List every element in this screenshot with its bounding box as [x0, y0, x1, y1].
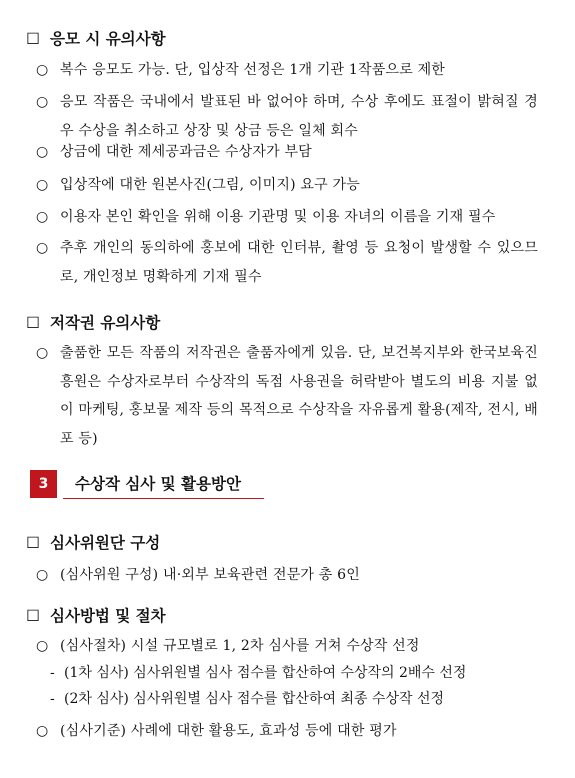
- list-item-text: 추후 개인의 동의하에 홍보에 대한 인터뷰, 촬영 등 요청이 발생할 수 있으므로, 개인정보 명확하게 기재 필수: [60, 240, 538, 285]
- list-item: [38, 717, 538, 746]
- list-item-text: (심사절차) 시설 규모별로 1, 2차 심사를 거쳐 수상작 선정: [60, 638, 420, 654]
- circle-bullet-icon: ○: [36, 177, 49, 193]
- circle-bullet-icon: ○: [36, 144, 49, 160]
- chapter-number-badge: 3: [30, 470, 57, 498]
- chapter-underline: [63, 498, 264, 499]
- list-item-text: 출품한 모든 작품의 저작권은 출품자에게 있음. 단, 보건복지부와 한국보육진흥원은 수상자로부터 수상작의 독점 사용권을 허락받아 별도의 비용 지불 없이 마케팅, 홍보물 제작 등의 목적으로 수상작을 자유롭게 활용(제작, 전시, 배포 등): [60, 345, 538, 447]
- sub-list-item-text: (2차 심사) 심사위원별 심사 점수를 합산하여 최종 수상작 선정: [64, 691, 445, 707]
- sub-list-item-text: (1차 심사) 심사위원별 심사 점수를 합산하여 수상작의 2배수 선정: [64, 665, 467, 681]
- chapter-title: 수상작 심사 및 활용방안: [75, 475, 241, 493]
- list-item-text: 입상작에 대한 원본사진(그림, 이미지) 요구 가능: [60, 177, 360, 193]
- checkbox-square-icon: ☐: [26, 30, 40, 48]
- section-heading-jury: [26, 533, 160, 553]
- section-heading-text: 심사위원단 구성: [50, 534, 161, 552]
- list-item-text: 응모 작품은 국내에서 발표된 바 없어야 하며, 수상 후에도 표절이 밝혀질 경우 수상을 취소하고 상장 및 상금 등은 일체 회수: [60, 94, 538, 139]
- list-item: [38, 138, 538, 167]
- circle-bullet-icon: ○: [36, 62, 49, 78]
- circle-bullet-icon: ○: [36, 723, 49, 739]
- list-item: [38, 561, 538, 590]
- list-item: [38, 339, 538, 453]
- checkbox-square-icon: ☐: [26, 607, 40, 625]
- checkbox-square-icon: ☐: [26, 534, 40, 552]
- checkbox-square-icon: ☐: [26, 314, 40, 332]
- sub-list-item: [50, 686, 540, 712]
- dash-bullet: -: [50, 665, 55, 681]
- list-item-text: (심사위원 구성) 내·외부 보육관련 전문가 총 6인: [60, 567, 361, 583]
- list-item: [38, 171, 538, 200]
- list-item: [38, 203, 538, 232]
- list-item-text: 복수 응모도 가능. 단, 입상작 선정은 1개 기관 1작품으로 제한: [60, 62, 446, 78]
- section-heading-text: 저작권 유의사항: [50, 314, 161, 332]
- list-item-text: 이용자 본인 확인을 위해 이용 기관명 및 이용 자녀의 이름을 기재 필수: [60, 209, 496, 225]
- circle-bullet-icon: ○: [36, 567, 49, 583]
- list-item-text: (심사기준) 사례에 대한 활용도, 효과성 등에 대한 평가: [60, 723, 397, 739]
- list-item-text: 상금에 대한 제세공과금은 수상자가 부담: [60, 144, 312, 160]
- circle-bullet-icon: ○: [36, 209, 49, 225]
- list-item: [38, 234, 538, 291]
- section-heading-text: 심사방법 및 절차: [50, 607, 166, 625]
- circle-bullet-icon: ○: [36, 638, 49, 654]
- circle-bullet-icon: ○: [36, 94, 49, 110]
- circle-bullet-icon: ○: [36, 345, 49, 361]
- section-heading-text: 응모 시 유의사항: [50, 30, 166, 48]
- section-heading-entry-notes: [26, 29, 166, 49]
- dash-bullet: -: [50, 691, 55, 707]
- list-item: [38, 56, 538, 85]
- chapter-heading: [30, 470, 265, 500]
- list-item: [38, 632, 538, 661]
- list-item: [38, 88, 538, 145]
- section-heading-copyright-notes: [26, 313, 160, 333]
- circle-bullet-icon: ○: [36, 240, 49, 256]
- sub-list-item: [50, 660, 540, 686]
- section-heading-method: [26, 606, 166, 626]
